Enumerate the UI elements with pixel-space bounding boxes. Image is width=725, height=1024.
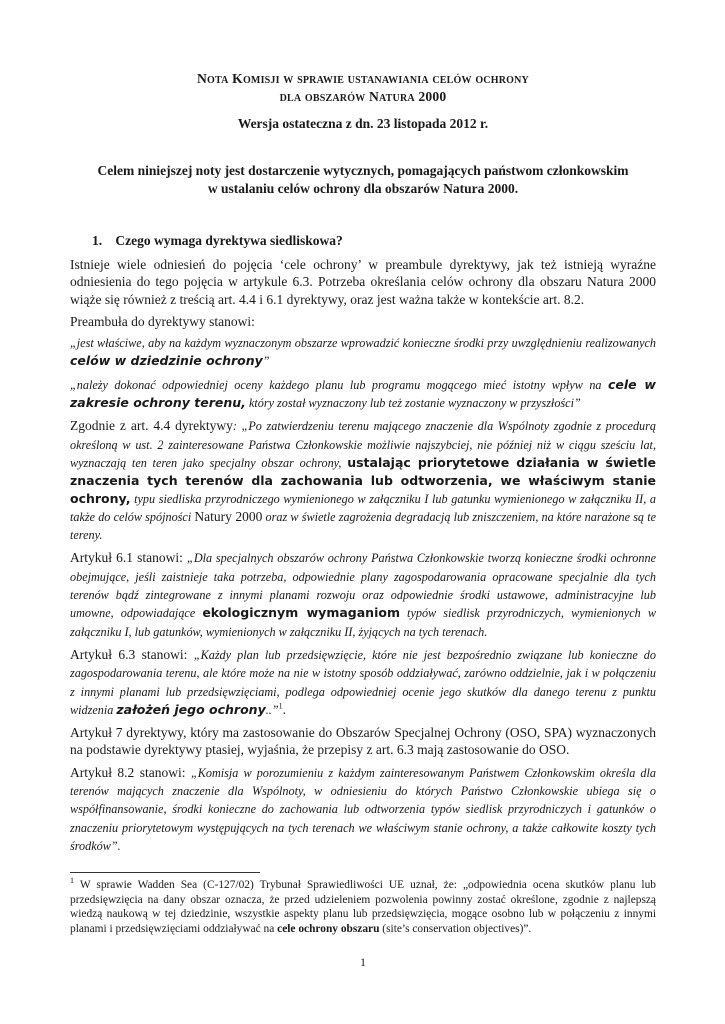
art-8-2-paragraph: Artykuł 8.2 stanowi: „Komisja w porozumieniu z każdym zainteresowanym Państwem Członkowskim określa dla terenów mających znaczenie dla Wspólnoty, w odniesieniu do których Państwo Członkowskie ubiega się o współfinansowanie, środki konieczne do zachowania lub odtworzenia typów siedlisk przyrodniczych i gatunków o znaczeniu priorytetowym występujących na tych terenach we właściwym stanie ochrony, a także całkowite koszty tych środków”. (70, 764, 657, 853)
footnote-separator (70, 872, 260, 873)
preamble-intro: Preambuła do dyrektywy stanowi: (70, 313, 255, 329)
footnote: $^1$ W sprawie Wadden Sea (C-127/02) Trybunał Sprawiedliwości UE uznał, że: „odpowiednia ocena skutków planu lub przedsięwzięcia na dany obszar oznacza, że przed udzieleniem pozwolenia powinny zostać określone, zgodnie z najlepszą wiedzą naukową w tej dziedzinie, wszystkie aspekty planu lub przedsięwzięcia, mogące osobno lub w połączeniu z innymi planami i przedsięwzięciami oddziaływać na cele ochrony obszaru (site’s conservation objectives)”. (70, 876, 656, 935)
art-6-1-paragraph: Artykuł 6.1 stanowi: „Dla specjalnych obszarów ochrony Państwa Członkowskie tworzą konieczne środki ochronne obejmujące, jeśli zaistnieje taka potrzeba, odpowiednie plany zagospodarowania opracowane specjalnie dla tych terenów bądź zintegrowane z innymi planami rozwoju oraz odpowiednie środki ustawowe, administracyjne lub umowne, odpowiadające ekologicznym wymaganiom typów siedlisk przyrodniczych, wymienionych w załączniku I, lub gatunków, wymienionych w załączniku II, żyjących na tych terenach. (70, 550, 656, 639)
version-line: Wersja ostateczna z dn. 23 listopada 2012 r. (237, 116, 489, 131)
title-line-1: Nota Komisji w sprawie ustanawiania celów ochrony (197, 71, 529, 86)
footnote-reference[interactable]: 1 (278, 701, 283, 711)
body-text (70, 256, 656, 860)
purpose-line-2: w ustalaniu celów ochrony dla obszarów Natura 2000. (207, 181, 519, 196)
section-number: 1. (92, 233, 103, 248)
art63-emphasis: założeń jego ochrony (116, 701, 266, 717)
footnote-marker: 1 (70, 876, 74, 886)
art-6-3-paragraph: Artykuł 6.3 stanowi: „Każdy plan lub przedsięwzięcie, które nie jest bezpośrednio związane lub konieczne do zagospodarowania terenu, ale które może na nie w istotny sposób oddziaływać, zarówno oddzielnie, jak i w połączeniu z innymi planami lub przedsięwzięciami, podlega odpowiedniej ocenie jego skutków dla danego terenu z punktu widzenia założeń jego ochrony..”$^1$. (70, 646, 656, 717)
purpose-line-1: Celem niniejszej noty jest dostarczenie wytycznych, pomagających państwom członkowskim (97, 163, 629, 178)
document-title (70, 70, 656, 106)
art61-emphasis: ekologicznym wymaganiom (202, 605, 400, 621)
art-4-4-paragraph: Zgodnie z art. 4.4 dyrektywy: „Po zatwierdzeniu terenu mającego znaczenie dla Wspólnoty zgodnie z procedurą określoną w ust. 2 zainteresowane Państwa Członkowskie możliwie najszybciej, nie później niż w ciągu sześciu lat, wyznaczają ten teren jako specjalny obszar ochrony, ustalając priorytetowe działania w świetle znaczenia tych terenów dla zachowania lub odtworzenia, we właściwym stanie ochrony, typu siedliska przyrodniczego wymienionego w załączniku I lub gatunku wymienionego w załączniku II, a także do celów spójności Natury 2000 oraz w świetle zagrożenia degradacją lub zniszczeniem, na które narażone są te tereny. (70, 418, 656, 543)
page-number: 1 (360, 955, 366, 969)
intro-paragraph: Istnieje wiele odniesień do pojęcia ‘cele ochrony’ w preambule dyrektywy, jak też istnieją wyraźne odniesienia do tego pojęcia w artykule 6.3. Potrzeba określania celów ochrony dla obszaru Natura 2000 wiąże się również z treścią art. 4.4 i 6.1 dyrektywy, oraz jest ważna także w kontekście art. 8.2. (70, 257, 656, 307)
footnote-bold: cele ochrony obszaru (277, 922, 380, 935)
art44-emphasis: ustalając priorytetowe działania w świetle znaczenia tych terenów dla zachowania lub odtworzenia, we właściwym stanie ochrony, (70, 454, 656, 506)
purpose-statement (70, 162, 656, 198)
quote2-emphasis: cele w zakresie ochrony terenu, (70, 376, 656, 411)
preamble-quote-2: „należy dokonać odpowiedniej oceny każdego planu lub programu mogącego mieć istotny wpływ na cele w zakresie ochrony terenu, który został wyznaczony lub też zostanie wyznaczony w przyszłości” (70, 376, 656, 411)
quote1-emphasis: celów w dziedzinie ochrony (70, 353, 263, 369)
section-title: Czego wymaga dyrektywa siedliskowa? (115, 233, 343, 248)
preamble-quote-1: „jest właściwe, aby na każdym wyznaczonym obszarze wprowadzić konieczne środki przy uwzględnieniu realizowanych celów w dziedzinie ochrony” (70, 336, 656, 369)
title-line-2: dla obszarów Natura 2000 (279, 89, 447, 104)
art-7-paragraph: Artykuł 7 dyrektywy, który ma zastosowanie do Obszarów Specjalnej Ochrony (OSO, SPA) wyznaczonych na podstawie dyrektywy ptasiej, wyjaśnia, że przepisy z art. 6.3 mają zastosowanie do OSO. (70, 725, 656, 758)
section-heading (92, 233, 343, 249)
